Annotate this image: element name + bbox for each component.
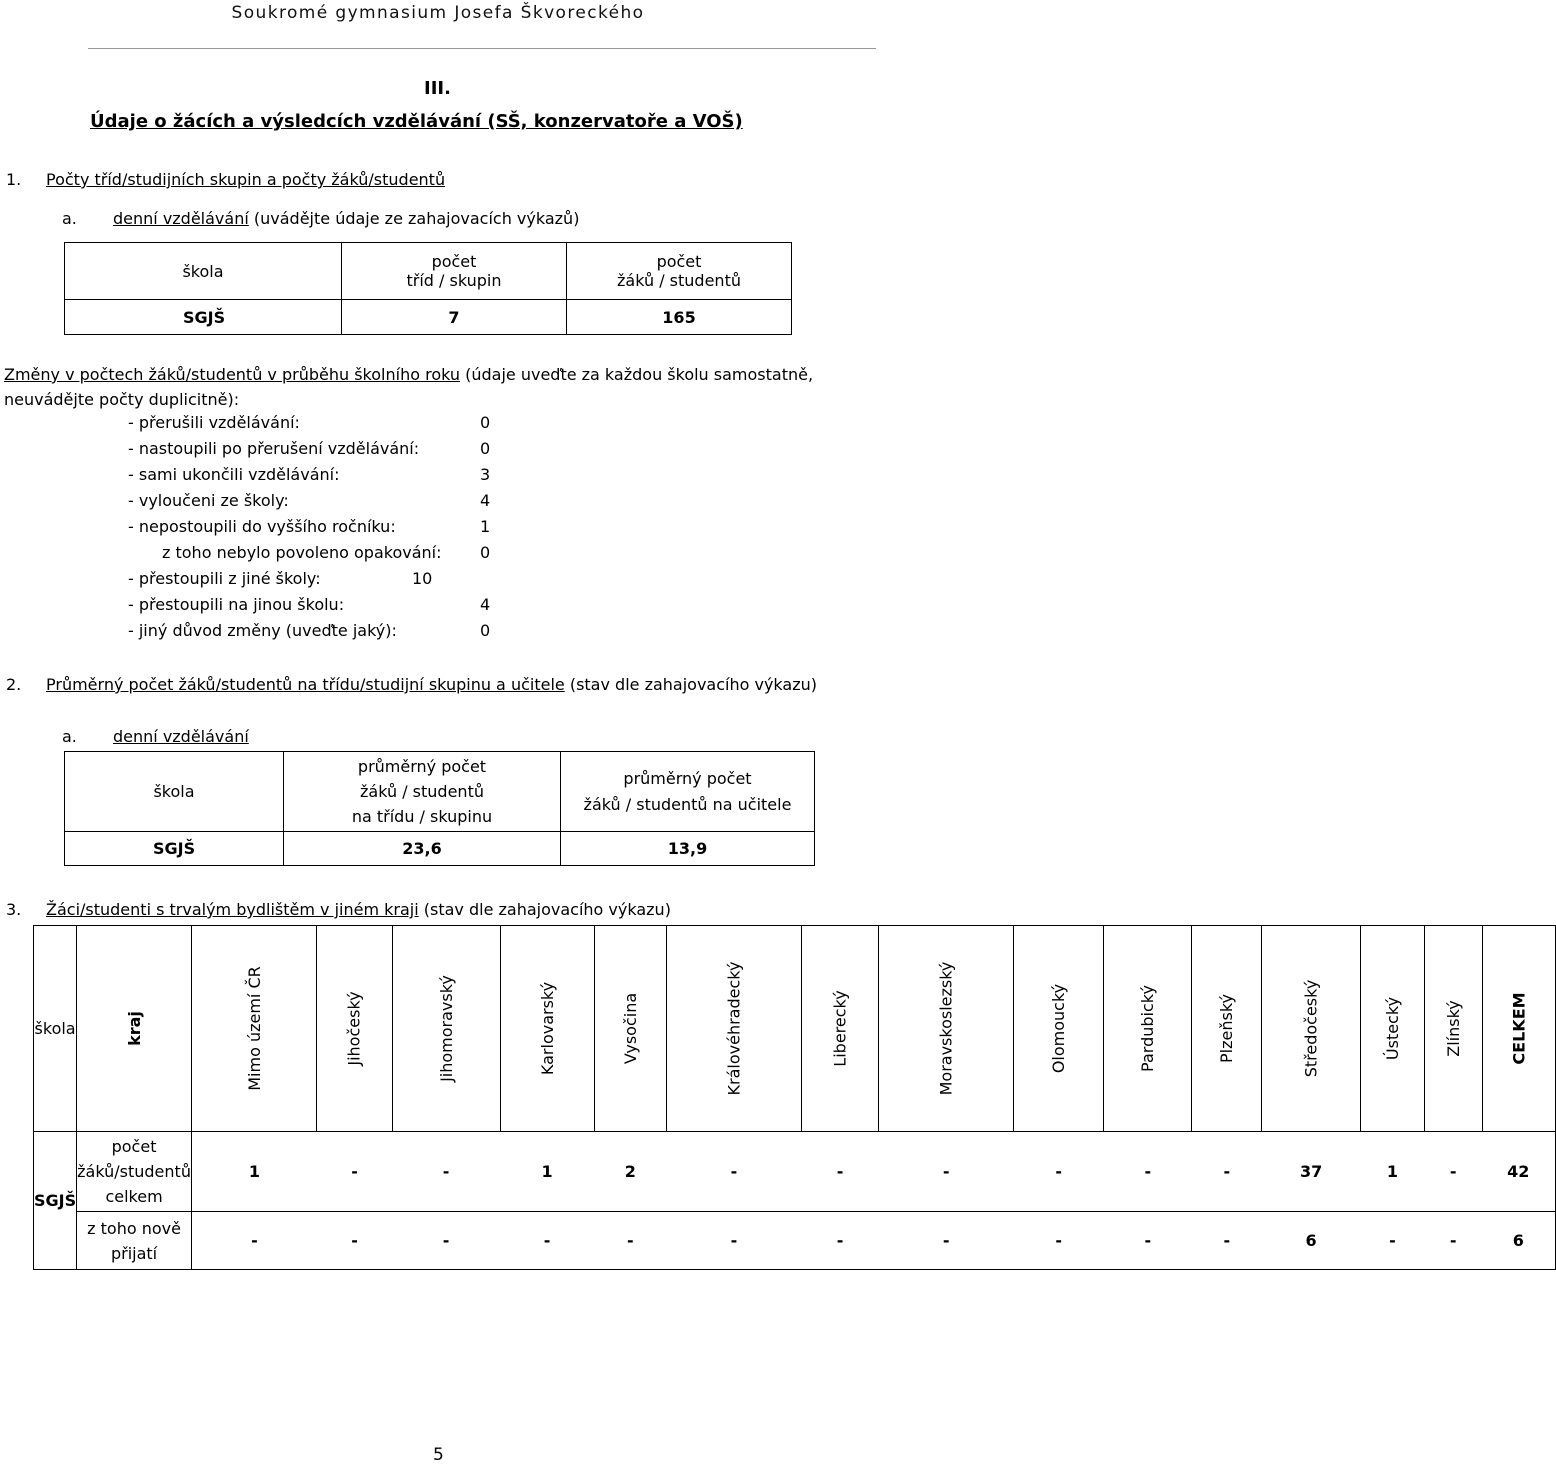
cell-avg-class: 23,6 [284, 832, 561, 866]
cell-value: 1 [1360, 1132, 1424, 1212]
th-region-col [1425, 926, 1483, 1132]
th-students-2: žáků / studentů [617, 271, 741, 290]
row-total-label [77, 1132, 192, 1212]
item-label: z toho nebylo povoleno opakování: [162, 543, 442, 562]
th-classes-1: počet [431, 252, 477, 271]
s1-sub-title: denní vzdělávání [113, 209, 249, 228]
page-number: 5 [433, 1445, 444, 1465]
cell-value: - [1425, 1132, 1483, 1212]
s3-note: (stav dle zahajovacího výkazu) [423, 900, 671, 919]
th-region-col [594, 926, 666, 1132]
region-name-total: CELKEM [1509, 992, 1529, 1065]
section-number: III. [424, 78, 451, 99]
th-region-col [392, 926, 500, 1132]
item-value: 4 [480, 491, 491, 510]
row-new-label-1: z toho nově [87, 1218, 181, 1238]
region-name: Moravskoslezský [936, 961, 956, 1096]
s3-title: Žáci/studenti s trvalým bydlištěm v jiném kraji [46, 900, 419, 919]
item-value: 0 [480, 439, 491, 458]
s3-number: 3. [6, 900, 22, 919]
header-rule [88, 48, 876, 49]
th-region-col [801, 926, 878, 1132]
cell-value: - [392, 1212, 500, 1270]
th-avg-teacher-1: průměrný počet [623, 768, 752, 788]
row-total [34, 1132, 1556, 1212]
cell-value: - [1014, 1132, 1104, 1212]
page-header: Soukromé gymnasium Josefa Škvoreckého [231, 3, 645, 23]
cell-value: - [1104, 1212, 1192, 1270]
th-region-col [667, 926, 802, 1132]
item-value: 3 [480, 465, 491, 484]
s2-title: Průměrný počet žáků/studentů na třídu/studijní skupinu a učitele [46, 675, 565, 694]
th-region-col [317, 926, 392, 1132]
region-name: Vysočina [620, 992, 640, 1065]
cell-value: - [1192, 1132, 1262, 1212]
item-value: 1 [480, 517, 491, 536]
cell-students: 165 [567, 300, 792, 335]
th-region [77, 926, 192, 1132]
s1-sub-letter: a. [62, 209, 77, 228]
cell-value-total: 42 [1482, 1132, 1555, 1212]
item-value: 0 [480, 621, 491, 640]
region-name: Karlovarský [537, 981, 557, 1076]
s1-title: Počty tříd/studijních skupin a počty žáků/studentů [46, 170, 446, 189]
region-name: Jihočeský [345, 991, 365, 1066]
th-avg-teacher [561, 752, 815, 832]
th-region-label: kraj [124, 1011, 144, 1046]
cell-school: SGJŠ [65, 832, 284, 866]
cell-value: 1 [500, 1132, 594, 1212]
item-value: 0 [480, 413, 491, 432]
cell-value: - [879, 1212, 1014, 1270]
cell-value: - [1192, 1212, 1262, 1270]
row-total-label-2: žáků/studentů [77, 1162, 191, 1181]
s1-sub-note: (uvádějte údaje ze zahajovacích výkazů) [253, 209, 580, 228]
cell-value: - [1104, 1132, 1192, 1212]
row-new [34, 1212, 1556, 1270]
item-label: - nepostoupili do vyššího ročníku: [128, 517, 396, 536]
th-region-col [1262, 926, 1361, 1132]
cell-value: 6 [1262, 1212, 1361, 1270]
s2-sub-title: denní vzdělávání [113, 727, 249, 746]
item-label: - jiný důvod změny (uveďte jaký): [128, 621, 397, 640]
region-name: Plzeňský [1217, 994, 1237, 1063]
cell-classes: 7 [342, 300, 567, 335]
cell-school: SGJŠ [65, 300, 342, 335]
cell-value: 1 [191, 1132, 317, 1212]
cell-value: - [500, 1212, 594, 1270]
item-label: - sami ukončili vzdělávání: [128, 465, 340, 484]
s3-title-line [46, 900, 671, 919]
cell-school: SGJŠ [34, 1132, 77, 1270]
changes-title: Změny v počtech žáků/studentů v průběhu školního roku [4, 365, 461, 384]
th-avg-class-1: průměrný počet [357, 757, 487, 776]
region-name: Královéhradecký [724, 961, 744, 1096]
item-value: 0 [480, 543, 491, 562]
cell-avg-teacher: 13,9 [561, 832, 815, 866]
region-name: Ústecký [1382, 996, 1402, 1061]
th-students [567, 243, 792, 300]
region-name: Mimo území ČR [244, 966, 264, 1091]
cell-value: - [317, 1212, 392, 1270]
th-region-col [1014, 926, 1104, 1132]
region-name: Zlínský [1443, 1000, 1463, 1057]
s2-sub-letter: a. [62, 727, 77, 746]
th-region-col [1192, 926, 1262, 1132]
th-region-col [1482, 926, 1555, 1132]
changes-note-1: (údaje uveďte za každou školu samostatně, [465, 365, 814, 384]
averages-table [64, 751, 815, 866]
item-label: - přestoupili z jiné školy: [128, 569, 321, 588]
changes-line-1 [4, 365, 813, 384]
th-school: škola [34, 926, 77, 1132]
s2-note: (stav dle zahajovacího výkazu) [569, 675, 817, 694]
th-avg-class [284, 752, 561, 832]
cell-value: - [879, 1132, 1014, 1212]
row-total-label-3: celkem [105, 1187, 163, 1206]
item-label: - přestoupili na jinou školu: [128, 595, 345, 614]
th-school: škola [65, 243, 342, 300]
changes-note-2: neuvádějte počty duplicitně): [4, 390, 240, 409]
cell-value: 2 [594, 1132, 666, 1212]
s2-number: 2. [6, 675, 22, 694]
region-name: Olomoucký [1049, 983, 1069, 1074]
th-region-col [879, 926, 1014, 1132]
item-value: 10 [412, 569, 433, 588]
classes-table [64, 242, 792, 335]
row-total-label-1: počet [111, 1137, 157, 1156]
item-label: - přerušili vzdělávání: [128, 413, 300, 432]
cell-value: - [1014, 1212, 1104, 1270]
th-school: škola [65, 752, 284, 832]
section-title: Údaje o žácích a výsledcích vzdělávání (SŠ, konzervatoře a VOŠ) [90, 111, 743, 132]
region-name: Středočeský [1301, 979, 1321, 1078]
cell-value: - [801, 1212, 878, 1270]
cell-value: - [1425, 1212, 1483, 1270]
th-region-col [1104, 926, 1192, 1132]
cell-value: 37 [1262, 1132, 1361, 1212]
cell-value: - [667, 1132, 802, 1212]
th-avg-class-3: na třídu / skupinu [351, 807, 493, 826]
cell-value-total: 6 [1482, 1212, 1555, 1270]
s1-number: 1. [6, 170, 22, 189]
cell-value: - [191, 1212, 317, 1270]
item-value: 4 [480, 595, 491, 614]
item-label: - vyloučeni ze školy: [128, 491, 289, 510]
cell-value: - [594, 1212, 666, 1270]
th-region-col [500, 926, 594, 1132]
s1-sub-title-line [113, 209, 579, 228]
region-name: Pardubický [1138, 985, 1158, 1072]
regions-table [33, 925, 1556, 1270]
region-name: Liberecký [830, 990, 850, 1067]
item-label: - nastoupili po přerušení vzdělávání: [128, 439, 420, 458]
cell-value: - [1360, 1212, 1424, 1270]
th-avg-teacher-2: žáků / studentů na učitele [583, 794, 792, 814]
th-avg-class-2: žáků / studentů [360, 782, 484, 801]
th-classes-2: tříd / skupin [406, 271, 502, 290]
row-new-label [77, 1212, 192, 1270]
cell-value: - [317, 1132, 392, 1212]
region-name: Jihomoravský [436, 975, 456, 1082]
s2-title-line [46, 675, 817, 694]
th-region-col [191, 926, 317, 1132]
cell-value: - [667, 1212, 802, 1270]
th-students-1: počet [656, 252, 702, 271]
cell-value: - [801, 1132, 878, 1212]
row-new-label-2: přijatí [110, 1243, 158, 1263]
cell-value: - [392, 1132, 500, 1212]
th-region-col [1360, 926, 1424, 1132]
th-classes [342, 243, 567, 300]
